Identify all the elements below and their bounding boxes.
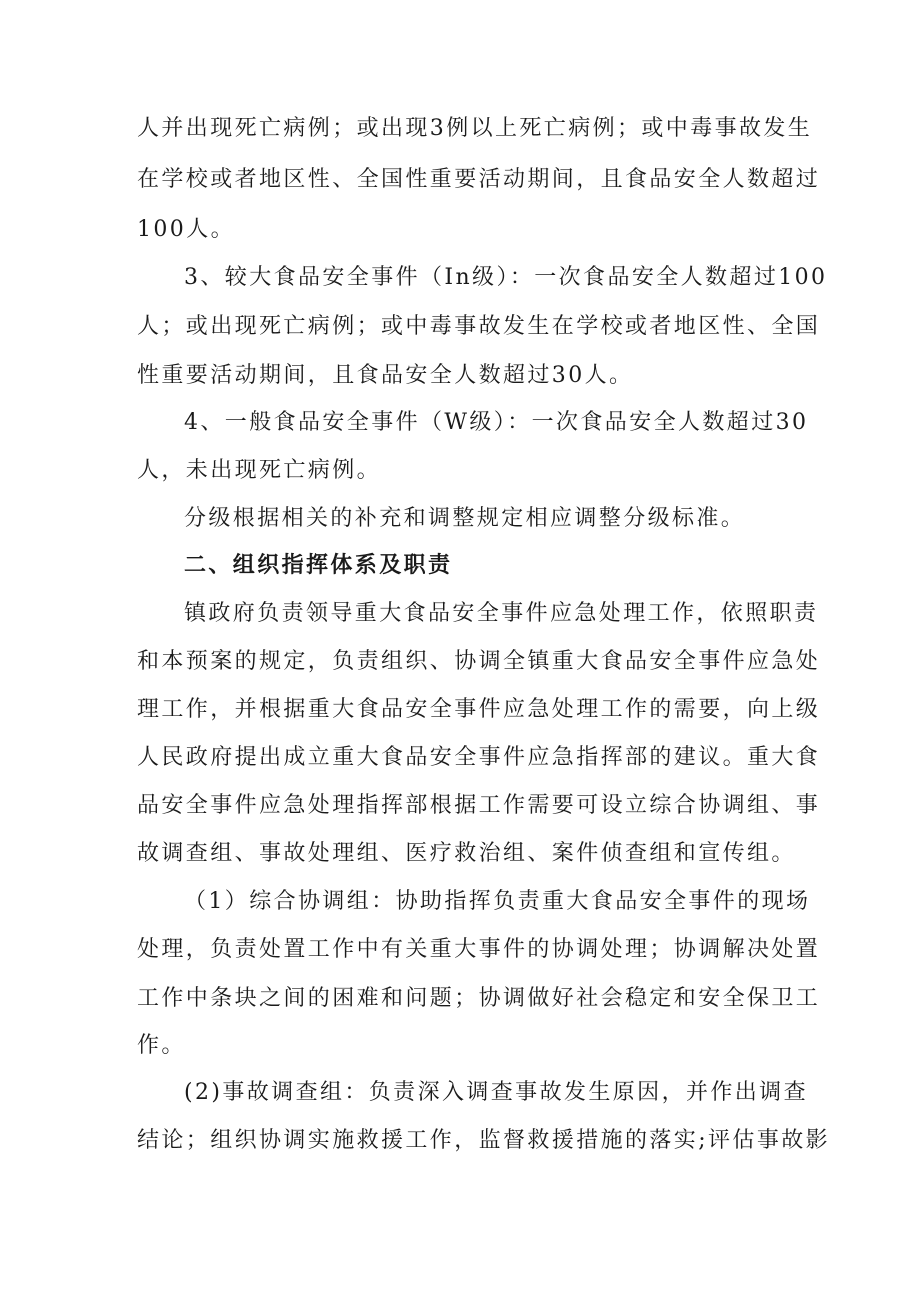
body-line-20: 作。 [137,1033,186,1058]
body-line-22: 结论；组织协调实施救援工作，监督救援措施的落实;评估事故影 [137,1128,831,1153]
body-line-2: 在学校或者地区性、全国性重要活动期间，且食品安全人数超过 [137,167,821,192]
body-line-17: （1）综合协调组：协助指挥负责重大食品安全事件的现场 [184,889,811,914]
body-line-8: 人，未出现死亡病例。 [137,458,382,483]
body-line-1: 人并出现死亡病例；或出现3例以上死亡病例；或中毒事故发生 [137,116,813,141]
body-line-19: 工作中条块之间的困难和问题；协调做好社会稳定和安全保卫工 [137,986,821,1011]
body-line-4: 3、较大食品安全事件（In级）：一次食品安全人数超过100 [184,265,828,290]
body-line-9: 分级根据相关的补充和调整规定相应调整分级标准。 [184,506,746,531]
body-line-6: 性重要活动期间，且食品安全人数超过30人。 [137,363,634,388]
body-line-11: 镇政府负责领导重大食品安全事件应急处理工作，依照职责 [184,601,819,626]
body-line-7: 4、一般食品安全事件（W级）：一次食品安全人数超过30 [184,410,809,435]
body-line-13: 理工作，并根据重大食品安全事件应急处理工作的需要，向上级 [137,697,821,722]
body-line-15: 品安全事件应急处理指挥部根据工作需要可设立综合协调组、事 [137,793,821,818]
body-line-21: (2)事故调查组：负责深入调查事故发生原因，并作出调查 [184,1080,808,1105]
body-line-3: 100人。 [137,217,235,242]
body-line-14: 人民政府提出成立重大食品安全事件应急指挥部的建议。重大食 [137,745,821,770]
body-line-12: 和本预案的规定，负责组织、协调全镇重大食品安全事件应急处 [137,649,821,674]
section-heading: 二、组织指挥体系及职责 [184,553,453,578]
body-line-18: 处理，负责处置工作中有关重大事件的协调处理；协调解决处置 [137,937,821,962]
body-line-5: 人；或出现死亡病例；或中毒事故发生在学校或者地区性、全国 [137,314,821,339]
body-line-16: 故调查组、事故处理组、医疗救治组、案件侦查组和宣传组。 [137,841,796,866]
